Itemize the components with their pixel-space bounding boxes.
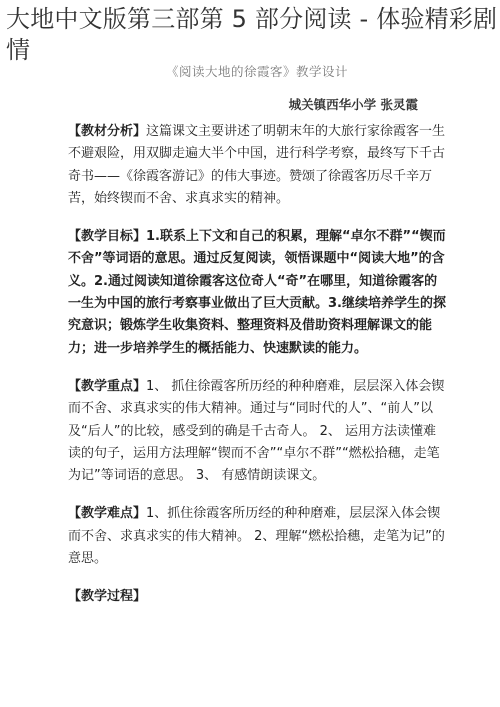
section-teaching-focus xyxy=(68,376,446,487)
section-body: 1.联系上下文和自己的积累，理解“卓尔不群”“锲而不舍”等词语的意思。通过反复阅读，领悟课题中“阅读大地”的含义。2.通过阅读知道徐霞客这位奇人“奇”在哪里，知道徐霞客的一生为中国的旅行考察事业做出了巨大贡献。3.继续培养学生的探究意识；锻炼学生收集资料、整理资料及借助资料理解课文的能力；进一步培养学生的概括能力、快速默读的能力。 xyxy=(68,229,446,356)
page-title: 大地中文版第三部第 5 部分阅读 - 体验精彩剧情 xyxy=(6,5,498,64)
section-label: 【教材分析】 xyxy=(68,124,147,139)
section-textbook-analysis xyxy=(68,121,446,210)
section-label: 【教学过程】 xyxy=(68,589,147,605)
document-heading: 《阅读大地的徐霞客》教学设计 xyxy=(165,64,348,79)
section-teaching-difficulties xyxy=(68,503,446,570)
section-body: 这篇课文主要讲述了明朝末年的大旅行家徐霞客一生不避艰险，用双脚走遍大半个中国，进行科学考察，最终写下千古奇书——《徐霞客游记》的伟大事迹。赞颂了徐霞客历尽千辛万苦，始终锲而不舍、求真求实的精神。 xyxy=(68,124,446,206)
section-label: 【教学难点】 xyxy=(68,506,147,522)
document-author: 城关镇西华小学 张灵霞 xyxy=(288,97,418,112)
section-label: 【教学目标】 xyxy=(68,229,147,245)
section-teaching-goals xyxy=(68,226,446,360)
lesson-document xyxy=(68,62,446,609)
section-body: 1、 抓住徐霞客所历经的种种磨难，层层深入体会锲而不舍、求真求实的伟大精神。通过与“同时代的人”、“前人”以及“后人”的比较，感受到的确是千古奇人。 2、 运用方法读懂难读的句子，运用方法理解“锲而不舍”“卓尔不群”“燃松拾穗，走笔为记”等词语的意思。 3、 有感情朗读课文。 xyxy=(68,378,445,484)
section-teaching-process xyxy=(68,586,446,608)
section-label: 【教学重点】 xyxy=(68,378,147,394)
section-body: 1、抓住徐霞客所历经的种种磨难，层层深入体会锲而不舍、求真求实的伟大精神。 2、理解“燃松拾穗，走笔为记”的意思。 xyxy=(68,506,445,567)
